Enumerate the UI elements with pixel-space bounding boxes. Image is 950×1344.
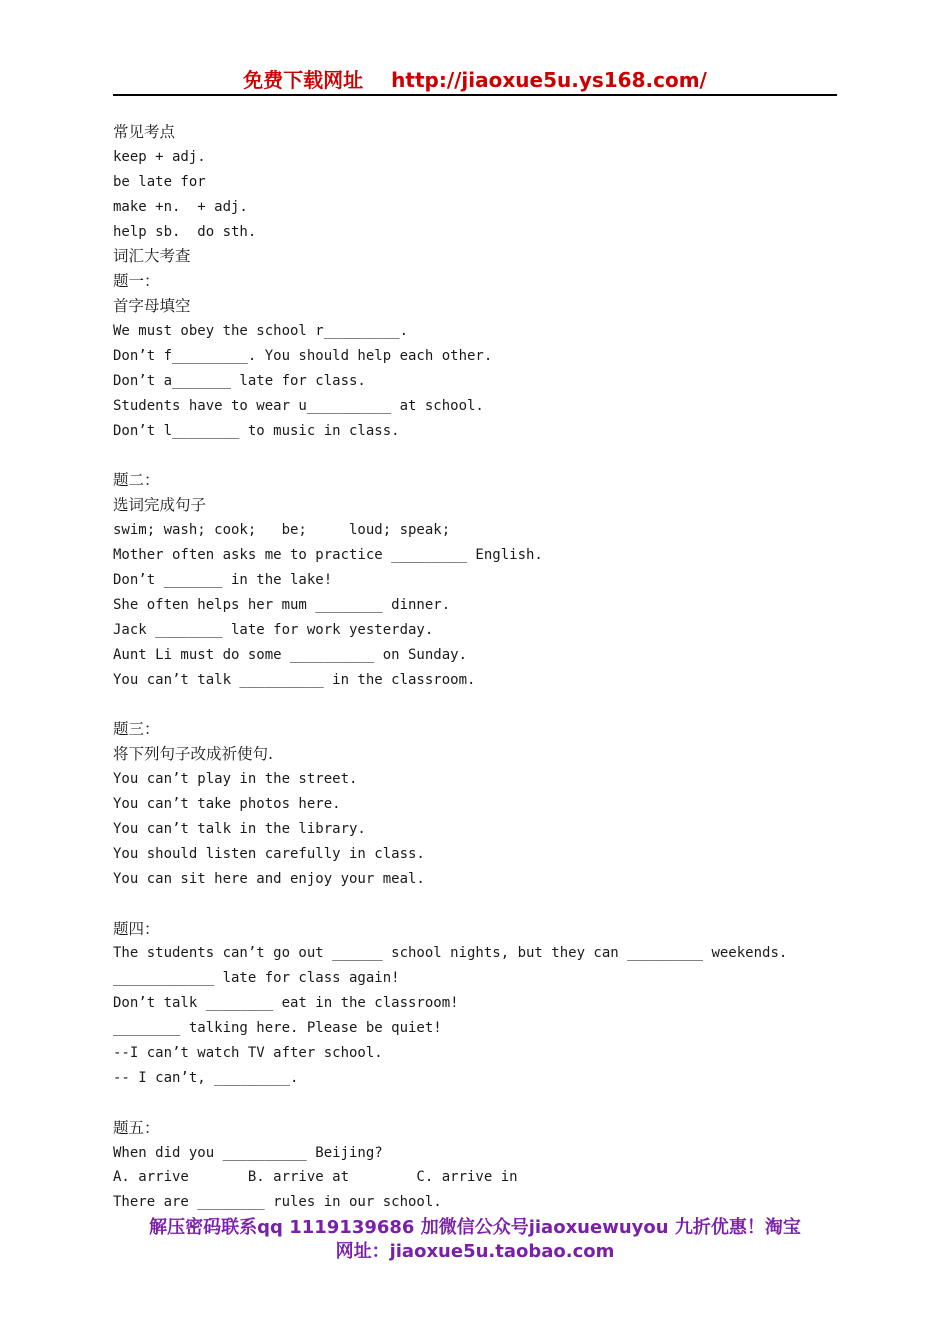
exercise-line: You can’t talk in the library. [113,820,366,837]
exercise-line: You can sit here and enjoy your meal. [113,870,425,887]
question-instruction: 选词完成句子 [113,496,207,515]
document-body [113,120,837,1215]
exercise-line: Aunt Li must do some __________ on Sunday. [113,646,468,663]
exercise-line: You can’t take photos here. [113,796,341,813]
exercise-line: The students can’t go out ______ school nights, but they can _________ weekends. [113,945,788,962]
exercise-line: She often helps her mum ________ dinner. [113,596,451,613]
exercise-line: Don’t f_________. You should help each other. [113,348,493,365]
question-title: 题四： [113,919,160,938]
question-title: 题一： [113,272,160,291]
key-point-item: be late for [113,173,206,190]
exercise-line: -- I can’t, _________. [113,1069,299,1086]
exercise-line: You can’t play in the street. [113,771,358,788]
exercise-line: Don’t l________ to music in class. [113,422,400,439]
key-point-item: keep + adj. [113,148,206,165]
spacer [113,692,837,717]
exercise-line: --I can’t watch TV after school. [113,1044,383,1061]
exercise-line: Don’t _______ in the lake! [113,572,333,589]
exercise-line: Jack ________ late for work yesterday. [113,621,434,638]
page-header [113,66,837,96]
word-bank: swim; wash; cook; be; loud; speak; [113,522,451,539]
exercise-line: Don’t talk ________ eat in the classroom! [113,995,459,1012]
exercise-line: Don’t a_______ late for class. [113,372,366,389]
exercise-line: ____________ late for class again! [113,970,400,987]
exercise-line: When did you __________ Beijing? [113,1144,383,1161]
key-point-item: help sb. do sth. [113,223,257,240]
question-title: 题二： [113,471,160,490]
exercise-line: Mother often asks me to practice _________ English. [113,547,543,564]
page-footer [113,1216,837,1264]
question-instruction: 首字母填空 [113,297,191,316]
exercise-line: ________ talking here. Please be quiet! [113,1020,442,1037]
question-instruction: 将下列句子改成祈使句. [113,745,273,764]
question-title: 题五： [113,1118,160,1137]
exercise-line: Students have to wear u__________ at school. [113,397,484,414]
exercise-line: You should listen carefully in class. [113,845,425,862]
exercise-line: You can’t talk __________ in the classroom. [113,671,476,688]
header-url-link[interactable]: http://jiaoxue5u.ys168.com/ [391,68,707,92]
question-title: 题三： [113,720,160,739]
spacer [113,892,837,917]
header-label: 免费下载网址 [243,68,364,92]
key-point-item: make +n. + adj. [113,198,248,215]
exercise-line: We must obey the school r_________. [113,323,409,340]
answer-options: A. arrive B. arrive at C. arrive in [113,1169,518,1186]
section-title: 常见考点 [113,123,176,141]
section-title: 词汇大考查 [113,247,191,266]
footer-contact-line: 解压密码联系qq 1119139686 加微信公众号jiaoxuewuyou 九折优惠！淘宝 [149,1217,801,1238]
spacer [113,1091,837,1116]
exercise-line: There are ________ rules in our school. [113,1194,442,1211]
footer-url-link[interactable]: 网址：jiaoxue5u.taobao.com [335,1241,615,1262]
spacer [113,444,837,469]
